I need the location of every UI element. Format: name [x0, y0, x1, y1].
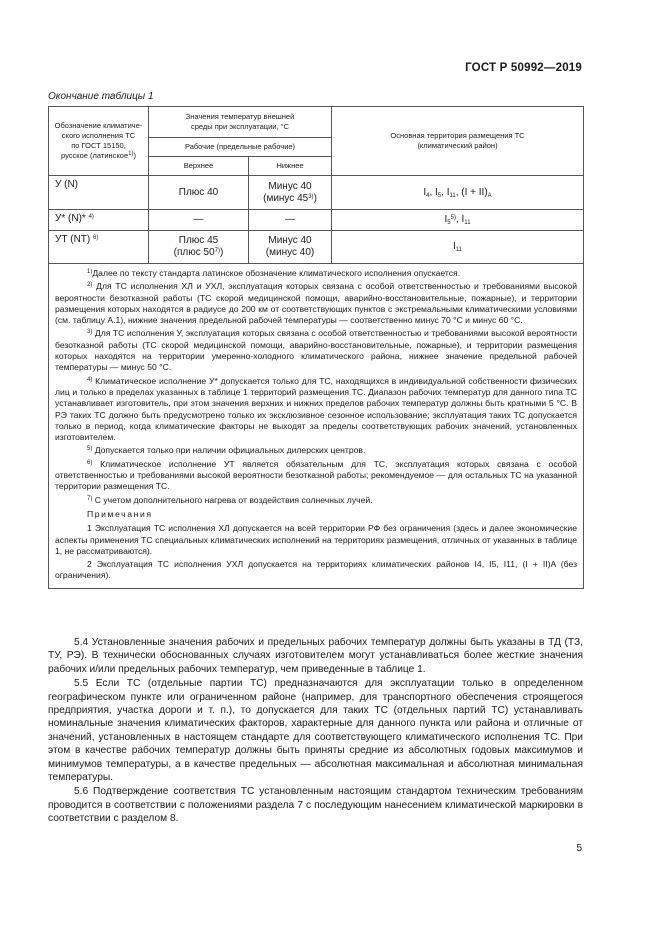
paragraph: 5.5 Если ТС (отдельные партии ТС) предназначаются для эксплуатации только в определенном географическом пункте или ограниченном районе (например, для транспортного обеспечения строящегося предприятия, участка дороги и т. п.), то допускается для таких ТС (отдельных партий ТС) устанавливать номинальные значения климатических факторов, характерные для данного пункта или района и отличные от значений, установленных в настоящем стандарте для соответствующего климатического исполнения ТС. При этом в качестве рабочих температур должны быть приняты средние из абсолютных годовых максимумов и минимумов температуры, а в качестве предельных — абсолютная максимальная и абсолютная минимальная температуры.: [48, 678, 583, 784]
region-cell: $I_4$, $I_5$, $I_{11}$, $(I + II)_A$: [332, 176, 584, 210]
footnote: $^{7)}$ С учетом дополнительного нагрева от воздействия солнечных лучей.: [87, 494, 373, 505]
region-cell: $I_5^{5)}$, $I_{11}$: [332, 210, 584, 231]
table-row: У* (N)* $^{4)}$ — — $I_5^{5)}$, $I_{11}$: [49, 210, 584, 231]
body-text: [48, 636, 583, 827]
note: 2 Эксплуатация ТС исполнения УХЛ допускается на территориях климатических районов I4, I5, I11, (I + II)A (без ограничения).: [55, 559, 578, 581]
table-row: УТ (NT) $^{6)}$ Плюс 45 (плюс 50$^{7)}$) Минус 40 (минус 40) $I_{11}$: [49, 231, 584, 264]
table-caption: Окончание таблицы 1: [48, 91, 154, 102]
col-upper-header: Верхнее: [149, 157, 249, 176]
paragraph: 5.4 Установленные значения рабочих и предельных рабочих температур должны быть указаны в ТД (ТЗ, ТУ, РЭ). В технически обоснованных случаях изготовителем могут устанавливаться более жесткие значения рабочих и/или предельных рабочих температур, чем приведенные в таблице 1.: [48, 637, 583, 675]
col1-header: Обозначение климатиче- ского исполнения ТС по ГОСТ 15150, русское (латинское$^{1)}$): [49, 107, 149, 176]
climatic-table: [48, 106, 584, 589]
footnote: $^{2)}$ Для ТС исполнения ХЛ и УХЛ, эксплуатация которых связана с особой ответственностью и требованиями высокой вероятности безотказной работы (ТС скорой медицинской помощи, аварийно-восстановительные, пожарные), и территории размещения которых находятся в радиусе до 200 км от соответствующих пунктов с экстремальными климатическими условиями (см. таблицу А.1), нижние значения предельной рабочей температуры — соответственно минус 70 °С и минус 60 °С.: [55, 281, 578, 326]
col3-header: Основная территория размещения ТС (климатический район): [332, 107, 584, 176]
footnote: $^{5)}$ Допускается только при наличии официальных дилерских центров.: [87, 445, 366, 456]
page-number: 5: [576, 843, 582, 854]
table-row: У (N) Плюс 40 Минус 40 (минус 45$^{3)}$) $I_4$, $I_5$, $I_{11}$, $(I + II)_A$: [49, 176, 584, 210]
table-notes: [49, 264, 584, 589]
paragraph: 5.6 Подтверждение соответствия ТС установленным настоящим стандартом техническим требованиям проводится в соответствии с положениями раздела 7 с последующим нанесением климатической маркировки в соответствии с разделом 8.: [48, 786, 583, 825]
footnote: $^{6)}$ Климатическое исполнение УТ является обязательным для ТС, эксплуатация которых связана с особой ответственностью и требованиями высокой вероятности безотказной работы; рекомендуемое — для остальных ТС на указанной территории размещения ТС.: [55, 458, 578, 492]
col2-subheader: Рабочие (предельные рабочие): [149, 138, 332, 157]
footnote: $^{4)}$ Климатическое исполнение У* допускается только для ТС, находящихся в индивидуальной собственности физических лиц и только в пределах указанных в таблице 1 территорий размещения ТС. Диапазон рабочих температур для данного типа ТС устанавливает изготовитель, при этом значения верхних и нижних пределов рабочих температур должны быть кратными 5 °С. В РЭ таких ТС должно быть предусмотрено только их эксклюзивное сезонное использование; эксплуатация таких ТС допускается только в период, когда климатические факторы не выходят за пределы соответствующих рабочих значений, установленных изготовителем.: [55, 375, 578, 443]
col-lower-header: Нижнее: [249, 157, 332, 176]
notes-heading: Примечания: [87, 508, 153, 519]
footnote: $^{3)}$ Для ТС исполнения У, эксплуатация которых связана с особой ответственностью и требованиями высокой вероятности безотказной работы (ТС скорой медицинской помощи, аварийно-восстановительные, пожарные), и территории размещения которых находятся на территории умеренно-холодного климатического района, нижнее значение предельной рабочей температуры — минус 50 °С.: [55, 328, 578, 373]
note: 1 Эксплуатация ТС исполнения ХЛ допускается на всей территории РФ без ограничения (здесь и далее экономические аспекты применения ТС специальных климатических исполнений на территориях размещения, отличных от указанных в таблице 1, не рассматриваются).: [55, 523, 578, 556]
footnote: $^{1)}$Далее по тексту стандарта латинское обозначение климатического исполнения опускается.: [87, 268, 461, 278]
document-code: ГОСТ Р 50992—2019: [465, 62, 582, 74]
col2-header: Значения температур внешней среды при эксплуатации, °С: [149, 107, 332, 138]
region-cell: $I_{11}$: [332, 231, 584, 264]
